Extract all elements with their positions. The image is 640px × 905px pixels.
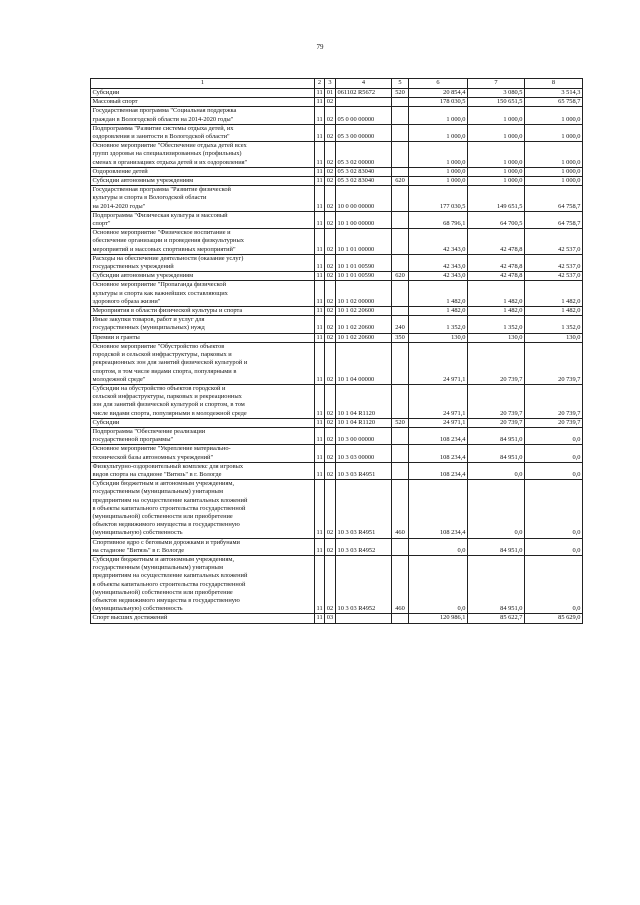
- target-article-cell: 10 1 02 20600: [336, 307, 392, 316]
- target-article-cell: 10 3 03 00000: [336, 445, 392, 462]
- target-article-cell: 10 1 01 00590: [336, 272, 392, 281]
- row-name-cell: Основное мероприятие "Физическое воспитание и обеспечение организации и проведения физкультурных мероприятий и массовых спортивных мероприятий": [91, 229, 315, 255]
- target-article-cell: 10 1 04 R1120: [336, 418, 392, 427]
- subsection-code-cell: 01: [325, 89, 336, 98]
- amount-year-1-cell: 0,0: [409, 538, 468, 555]
- subsection-code-cell: 02: [325, 316, 336, 333]
- expense-type-cell: [392, 107, 409, 124]
- amount-year-1-cell: 1 000,0: [409, 124, 468, 141]
- amount-year-2-cell: 85 622,7: [468, 614, 525, 623]
- section-code-cell: 11: [315, 384, 325, 418]
- amount-year-3-cell: 3 514,3: [525, 89, 583, 98]
- row-name-cell: Субсидии бюджетным и автономным учреждениям, государственным (муниципальным) унитарным предприятиям на осуществление капитальных вложений в объекты капитального строительства государственной (муниципальной) собственности или приобретение объектов недвижимого имущества в государственную (муниципальную) собственность: [91, 555, 315, 613]
- amount-year-3-cell: 1 000,0: [525, 142, 583, 168]
- expense-type-cell: 620: [392, 177, 409, 186]
- subsection-code-cell: 03: [325, 614, 336, 623]
- section-code-cell: 11: [316, 167, 323, 175]
- amount-year-1-cell: 42 343,0: [409, 229, 468, 255]
- target-article-cell: 10 0 00 00000: [336, 186, 392, 212]
- amount-year-1-cell: 120 986,1: [409, 614, 468, 623]
- amount-year-1-cell: 1 000,0: [409, 167, 468, 176]
- table-row: [91, 254, 583, 271]
- subsection-code-cell: 02: [325, 167, 336, 176]
- amount-year-3-cell: 0,0: [525, 555, 583, 613]
- subsection-code-cell: 02: [325, 177, 336, 186]
- amount-year-1-cell: 24 971,1: [409, 342, 468, 384]
- amount-year-3-cell: 85 629,0: [525, 614, 583, 623]
- table-row: [91, 281, 583, 307]
- expense-type-cell: 620: [392, 272, 409, 281]
- table-row: [91, 229, 583, 255]
- amount-year-2-cell: 1 000,0: [468, 107, 525, 124]
- row-name-cell: Расходы на обеспечение деятельности (оказание услуг) государственных учреждений: [91, 254, 315, 271]
- table-row: [91, 445, 583, 462]
- row-name-cell: Субсидии: [91, 418, 315, 427]
- section-code-cell: 11: [315, 254, 325, 271]
- row-name-cell: Оздоровление детей: [91, 167, 315, 176]
- amount-year-2-cell: 1 000,0: [468, 142, 525, 168]
- amount-year-2-cell: 0,0: [468, 480, 525, 538]
- section-code-cell: 11: [315, 462, 325, 479]
- row-name-cell: Государственная программа "Развитие физической культуры и спорта в Вологодской области на 2014-2020 годы": [91, 186, 315, 212]
- expense-type-cell: [392, 427, 409, 444]
- amount-year-3-cell: 42 537,0: [525, 254, 583, 271]
- target-article-cell: 10 1 01 00000: [336, 229, 392, 255]
- target-article-cell: 10 1 01 00590: [336, 254, 392, 271]
- table-row: [91, 307, 583, 316]
- expense-type-cell: [392, 342, 409, 384]
- expense-type-cell: [392, 229, 409, 255]
- expense-type-cell: [392, 538, 409, 555]
- amount-year-3-cell: 65 758,7: [525, 98, 583, 107]
- amount-year-1-cell: 1 000,0: [409, 177, 468, 186]
- amount-year-2-cell: 1 000,0: [468, 177, 525, 186]
- section-code-cell: 11: [315, 229, 325, 255]
- table-row: [91, 186, 583, 212]
- column-header: 5: [392, 79, 409, 89]
- amount-year-3-cell: 0,0: [525, 445, 583, 462]
- section-code-cell: 11: [315, 555, 325, 613]
- amount-year-1-cell: 108 234,4: [409, 427, 468, 444]
- section-code-cell: 11: [315, 124, 325, 141]
- subsection-code-cell: 02: [325, 229, 336, 255]
- amount-year-3-cell: 1 000,0: [525, 124, 583, 141]
- column-header: 7: [468, 79, 525, 89]
- amount-year-2-cell: 1 482,0: [468, 307, 525, 316]
- amount-year-2-cell: 20 739,7: [468, 342, 525, 384]
- section-code-cell: 11: [316, 89, 323, 96]
- amount-year-2-cell: 42 478,8: [468, 229, 525, 255]
- section-code-cell: 11: [315, 445, 325, 462]
- expense-type-cell: 520: [392, 418, 409, 427]
- subsection-code-cell: 02: [325, 107, 336, 124]
- amount-year-3-cell: 1 352,0: [525, 316, 583, 333]
- amount-year-2-cell: 1 482,0: [468, 281, 525, 307]
- expense-type-cell: [392, 254, 409, 271]
- table-row: [91, 177, 583, 186]
- table-row: [91, 107, 583, 124]
- target-article-cell: 10 3 03 R4952: [336, 555, 392, 613]
- expense-type-cell: [392, 142, 409, 168]
- table-row: [91, 142, 583, 168]
- table-row: [91, 427, 583, 444]
- expense-type-cell: 240: [392, 316, 409, 333]
- amount-year-1-cell: 24 971,1: [409, 418, 468, 427]
- section-code-cell: 11: [316, 272, 323, 280]
- column-header: 4: [336, 79, 392, 89]
- section-code-cell: 11: [315, 107, 325, 124]
- amount-year-3-cell: 64 758,7: [525, 186, 583, 212]
- amount-year-2-cell: 84 951,0: [468, 427, 525, 444]
- table-header-row: [91, 79, 583, 89]
- amount-year-3-cell: 42 537,0: [525, 272, 583, 281]
- row-name-cell: Физкультурно-оздоровительный комплекс для игровых видов спорта на стадионе "Витязь" в г. Вологде: [91, 462, 315, 479]
- expense-type-cell: [392, 614, 409, 623]
- row-name-cell: Государственная программа "Социальная поддержка граждан в Вологодской области на 2014-2020 годы": [91, 107, 315, 124]
- subsection-code-cell: 02: [325, 427, 336, 444]
- table-row: [91, 480, 583, 538]
- section-code-cell: 11: [315, 281, 325, 307]
- target-article-cell: 10 1 04 00000: [336, 342, 392, 384]
- expense-type-cell: [392, 98, 409, 107]
- target-article-cell: 05 3 02 83040: [336, 167, 392, 176]
- section-code-cell: 11: [316, 418, 323, 426]
- row-name-cell: Субсидии бюджетным и автономным учреждениям, государственным (муниципальным) унитарным предприятиям на осуществление капитальных вложений в объекты капитального строительства государственной (муниципальной) собственности или приобретение объектов недвижимого имущества в государственную (муниципальную) собственность: [91, 480, 315, 538]
- subsection-code-cell: 02: [325, 538, 336, 555]
- target-article-cell: [336, 614, 392, 623]
- amount-year-2-cell: 0,0: [468, 462, 525, 479]
- expense-type-cell: [392, 462, 409, 479]
- column-header: 3: [325, 79, 336, 89]
- amount-year-3-cell: 130,0: [525, 333, 583, 342]
- expense-type-cell: 460: [392, 480, 409, 538]
- amount-year-3-cell: 1 482,0: [525, 281, 583, 307]
- amount-year-2-cell: 20 739,7: [468, 418, 525, 427]
- expense-type-cell: [392, 307, 409, 316]
- subsection-code-cell: 02: [325, 555, 336, 613]
- amount-year-3-cell: 0,0: [525, 480, 583, 538]
- target-article-cell: 061102 R5672: [336, 89, 392, 98]
- table-row: [91, 272, 583, 281]
- amount-year-3-cell: 20 739,7: [525, 418, 583, 427]
- subsection-code-cell: 02: [325, 142, 336, 168]
- amount-year-2-cell: 42 478,8: [468, 254, 525, 271]
- amount-year-3-cell: 1 482,0: [525, 307, 583, 316]
- target-article-cell: 10 1 02 00000: [336, 281, 392, 307]
- row-name-cell: Подпрограмма "Обеспечение реализации государственной программы": [91, 427, 315, 444]
- section-code-cell: 11: [315, 186, 325, 212]
- amount-year-1-cell: 42 343,0: [409, 272, 468, 281]
- amount-year-1-cell: 1 000,0: [409, 107, 468, 124]
- column-header: 8: [525, 79, 583, 89]
- amount-year-2-cell: 1 000,0: [468, 167, 525, 176]
- row-name-cell: Спорт высших достижений: [91, 614, 315, 623]
- amount-year-2-cell: 150 651,5: [468, 98, 525, 107]
- amount-year-2-cell: 1 352,0: [468, 316, 525, 333]
- row-name-cell: Спортивное ядро с беговыми дорожками и трибунами на стадионе "Витязь" в г. Вологде: [91, 538, 315, 555]
- row-name-cell: Субсидии автономным учреждениям: [91, 177, 315, 186]
- section-code-cell: 11: [315, 211, 325, 228]
- row-name-cell: Премии и гранты: [91, 333, 315, 342]
- amount-year-3-cell: 64 758,7: [525, 211, 583, 228]
- subsection-code-cell: 02: [325, 124, 336, 141]
- amount-year-1-cell: 108 234,4: [409, 480, 468, 538]
- subsection-code-cell: 02: [325, 254, 336, 271]
- section-code-cell: 11: [316, 177, 323, 185]
- amount-year-1-cell: 68 796,1: [409, 211, 468, 228]
- amount-year-1-cell: 108 234,4: [409, 462, 468, 479]
- amount-year-3-cell: 1 000,0: [525, 167, 583, 176]
- amount-year-1-cell: 24 971,1: [409, 384, 468, 418]
- section-code-cell: 11: [315, 427, 325, 444]
- budget-table: [90, 78, 583, 624]
- amount-year-3-cell: 20 739,7: [525, 342, 583, 384]
- section-code-cell: 11: [315, 316, 325, 333]
- amount-year-3-cell: 42 537,0: [525, 229, 583, 255]
- section-code-cell: 11: [316, 98, 323, 106]
- subsection-code-cell: 02: [325, 186, 336, 212]
- amount-year-1-cell: 177 030,5: [409, 186, 468, 212]
- table-row: [91, 555, 583, 613]
- table-row: [91, 538, 583, 555]
- expense-type-cell: 350: [392, 333, 409, 342]
- amount-year-2-cell: 84 951,0: [468, 445, 525, 462]
- subsection-code-cell: 02: [325, 272, 336, 281]
- target-article-cell: 05 3 00 00000: [336, 124, 392, 141]
- amount-year-2-cell: 42 478,8: [468, 272, 525, 281]
- subsection-code-cell: 02: [325, 307, 336, 316]
- table-row: [91, 89, 583, 98]
- subsection-code-cell: 02: [325, 462, 336, 479]
- row-name-cell: Подпрограмма "Развитие системы отдыха детей, их оздоровления и занятости в Вологодской области": [91, 124, 315, 141]
- table-row: [91, 462, 583, 479]
- expense-type-cell: [392, 124, 409, 141]
- amount-year-3-cell: 0,0: [525, 427, 583, 444]
- section-code-cell: 11: [316, 307, 323, 315]
- expense-type-cell: 520: [392, 89, 409, 98]
- amount-year-3-cell: 1 000,0: [525, 177, 583, 186]
- section-code-cell: 11: [316, 614, 323, 622]
- amount-year-1-cell: 1 482,0: [409, 281, 468, 307]
- target-article-cell: 10 3 00 00000: [336, 427, 392, 444]
- page-number: 79: [316, 43, 324, 51]
- row-name-cell: Субсидии на обустройство объектов городской и сельской инфраструктуры, парковых и рекреационных зон для занятий физической культурой и спортом, в том числе видами спорта, популярными в молодежной среде: [91, 384, 315, 418]
- row-name-cell: Иные закупки товаров, работ и услуг для государственных (муниципальных) нужд: [91, 316, 315, 333]
- section-code-cell: 11: [316, 333, 323, 341]
- target-article-cell: [336, 98, 392, 107]
- target-article-cell: 10 1 02 20600: [336, 333, 392, 342]
- amount-year-1-cell: 130,0: [409, 333, 468, 342]
- subsection-code-cell: 02: [325, 384, 336, 418]
- subsection-code-cell: 02: [325, 211, 336, 228]
- target-article-cell: 10 3 03 R4952: [336, 538, 392, 555]
- column-header: 2: [315, 79, 325, 89]
- amount-year-3-cell: 1 000,0: [525, 107, 583, 124]
- amount-year-1-cell: 1 482,0: [409, 307, 468, 316]
- table-row: [91, 167, 583, 176]
- target-article-cell: 05 3 02 00000: [336, 142, 392, 168]
- amount-year-2-cell: 20 739,7: [468, 384, 525, 418]
- section-code-cell: 11: [315, 142, 325, 168]
- expense-type-cell: [392, 384, 409, 418]
- row-name-cell: Основное мероприятие "Обеспечение отдыха детей всех групп здоровья на специализированных (профильных) сменах в организациях отдыха детей и их оздоровления": [91, 142, 315, 168]
- target-article-cell: 05 0 00 00000: [336, 107, 392, 124]
- amount-year-1-cell: 1 352,0: [409, 316, 468, 333]
- row-name-cell: Основное мероприятие "Обустройство объектов городской и сельской инфраструктуры, парковых и рекреационных зон для занятий физической культурой и спортом, в том числе видами спорта, популярными в молодежной среде": [91, 342, 315, 384]
- amount-year-1-cell: 178 030,5: [409, 98, 468, 107]
- target-article-cell: 10 3 03 R4951: [336, 462, 392, 479]
- column-header: 6: [409, 79, 468, 89]
- expense-type-cell: 460: [392, 555, 409, 613]
- subsection-code-cell: 02: [325, 98, 336, 107]
- amount-year-2-cell: 84 951,0: [468, 538, 525, 555]
- row-name-cell: Основное мероприятие "Пропаганда физической культуры и спорта как важнейших составляющих здорового образа жизни": [91, 281, 315, 307]
- target-article-cell: 10 1 02 20600: [336, 316, 392, 333]
- expense-type-cell: [392, 167, 409, 176]
- amount-year-2-cell: 130,0: [468, 333, 525, 342]
- amount-year-3-cell: 0,0: [525, 462, 583, 479]
- expense-type-cell: [392, 281, 409, 307]
- row-name-cell: Субсидии автономным учреждениям: [91, 272, 315, 281]
- amount-year-1-cell: 42 343,0: [409, 254, 468, 271]
- table-row: [91, 124, 583, 141]
- amount-year-1-cell: 1 000,0: [409, 142, 468, 168]
- subsection-code-cell: 02: [325, 418, 336, 427]
- amount-year-1-cell: 108 234,4: [409, 445, 468, 462]
- subsection-code-cell: 02: [325, 333, 336, 342]
- section-code-cell: 11: [315, 480, 325, 538]
- amount-year-2-cell: 84 951,0: [468, 555, 525, 613]
- amount-year-1-cell: 0,0: [409, 555, 468, 613]
- subsection-code-cell: 02: [325, 445, 336, 462]
- table-row: [91, 342, 583, 384]
- expense-type-cell: [392, 445, 409, 462]
- table-row: [91, 316, 583, 333]
- row-name-cell: Основное мероприятие "Укрепление материально- технической базы автономных учреждений": [91, 445, 315, 462]
- section-code-cell: 11: [315, 538, 325, 555]
- target-article-cell: 10 3 03 R4951: [336, 480, 392, 538]
- amount-year-3-cell: 20 739,7: [525, 384, 583, 418]
- amount-year-2-cell: 64 700,5: [468, 211, 525, 228]
- target-article-cell: 10 1 00 00000: [336, 211, 392, 228]
- amount-year-1-cell: 20 854,4: [409, 89, 468, 98]
- amount-year-2-cell: 149 651,5: [468, 186, 525, 212]
- table-row: [91, 98, 583, 107]
- column-header: 1: [91, 79, 315, 89]
- table-row: [91, 333, 583, 342]
- row-name-cell: Мероприятия в области физической культуры и спорта: [91, 307, 315, 316]
- row-name-cell: Субсидии: [91, 89, 315, 98]
- target-article-cell: 10 1 04 R1120: [336, 384, 392, 418]
- subsection-code-cell: 02: [325, 342, 336, 384]
- table-row: [91, 418, 583, 427]
- table-row: [91, 384, 583, 418]
- target-article-cell: 05 3 02 83040: [336, 177, 392, 186]
- table-row: [91, 614, 583, 623]
- amount-year-2-cell: 3 080,5: [468, 89, 525, 98]
- table-row: [91, 211, 583, 228]
- expense-type-cell: [392, 186, 409, 212]
- row-name-cell: Подпрограмма "Физическая культура и массовый спорт": [91, 211, 315, 228]
- subsection-code-cell: 02: [325, 480, 336, 538]
- row-name-cell: Массовый спорт: [91, 98, 315, 107]
- amount-year-3-cell: 0,0: [525, 538, 583, 555]
- amount-year-2-cell: 1 000,0: [468, 124, 525, 141]
- subsection-code-cell: 02: [325, 281, 336, 307]
- section-code-cell: 11: [315, 342, 325, 384]
- expense-type-cell: [392, 211, 409, 228]
